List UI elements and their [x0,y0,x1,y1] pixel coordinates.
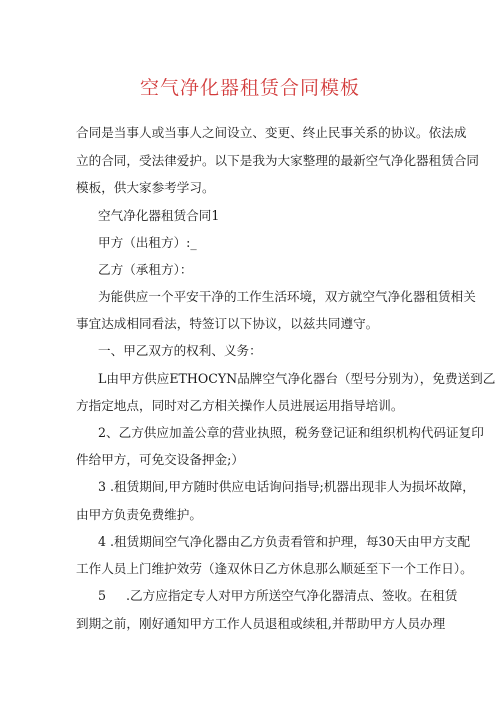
clause-line: 由甲方负责免费维护。 [76,507,202,522]
paragraph-line: 合同是当事人或当事人之间设立、变更、终止民事关系的协议。依法成 [76,125,467,140]
paragraph-line: 事宜达成相同看法，特签订以下协议，以兹共同遵守。 [76,316,379,331]
clause-line: 5 .乙方应指定专人对甲方所送空气净化器清点、签收。在租赁 [98,588,458,603]
party-b-line: 乙方（承租方）： [98,262,193,277]
clause-line: 到期之前，刚好通知甲方工作人员退租或续租,并帮助甲方人员办理 [76,616,446,631]
document-title: 空气净化器租赁合同模板 [139,77,360,99]
paragraph-line: 模板，供大家参考学习。 [76,180,215,195]
clause-line: 方指定地点，同时对乙方相关操作人员进展运用指导培训。 [76,398,404,413]
paragraph-line: 为能供应一个平安干净的工作生活环境，双方就空气净化器租赁相关 [98,289,476,304]
section-heading: 一、甲乙双方的权利、义务： [98,343,262,358]
clause-line: 工作人员上门维护效劳（逢双休日乙方休息那么顺延至下一个工作日）。 [76,561,473,576]
contract-heading: 空气净化器租赁合同1 [98,208,220,223]
party-a-line: 甲方（出租方）:_ [98,235,197,250]
clause-line: 4 .租赁期间空气净化器由乙方负责看管和护理，每30天由甲方支配 [98,534,471,549]
paragraph-line: 立的合同，受法律爱护。以下是我为大家整理的最新空气净化器租赁合同 [76,153,479,168]
clause-line: 件给甲方，可免交设备押金;） [76,452,244,467]
clause-line: L由甲方供应ETHOCYN品牌空气净化器台（型号分别为），免费送到乙 [98,371,496,386]
clause-line: 2、乙方供应加盖公章的营业执照，税务登记证和组织机构代码证复印 [98,425,484,440]
clause-line: 3 .租赁期间,甲方随时供应电话询问指导;机器出现非人为损坏故障， [98,479,475,494]
